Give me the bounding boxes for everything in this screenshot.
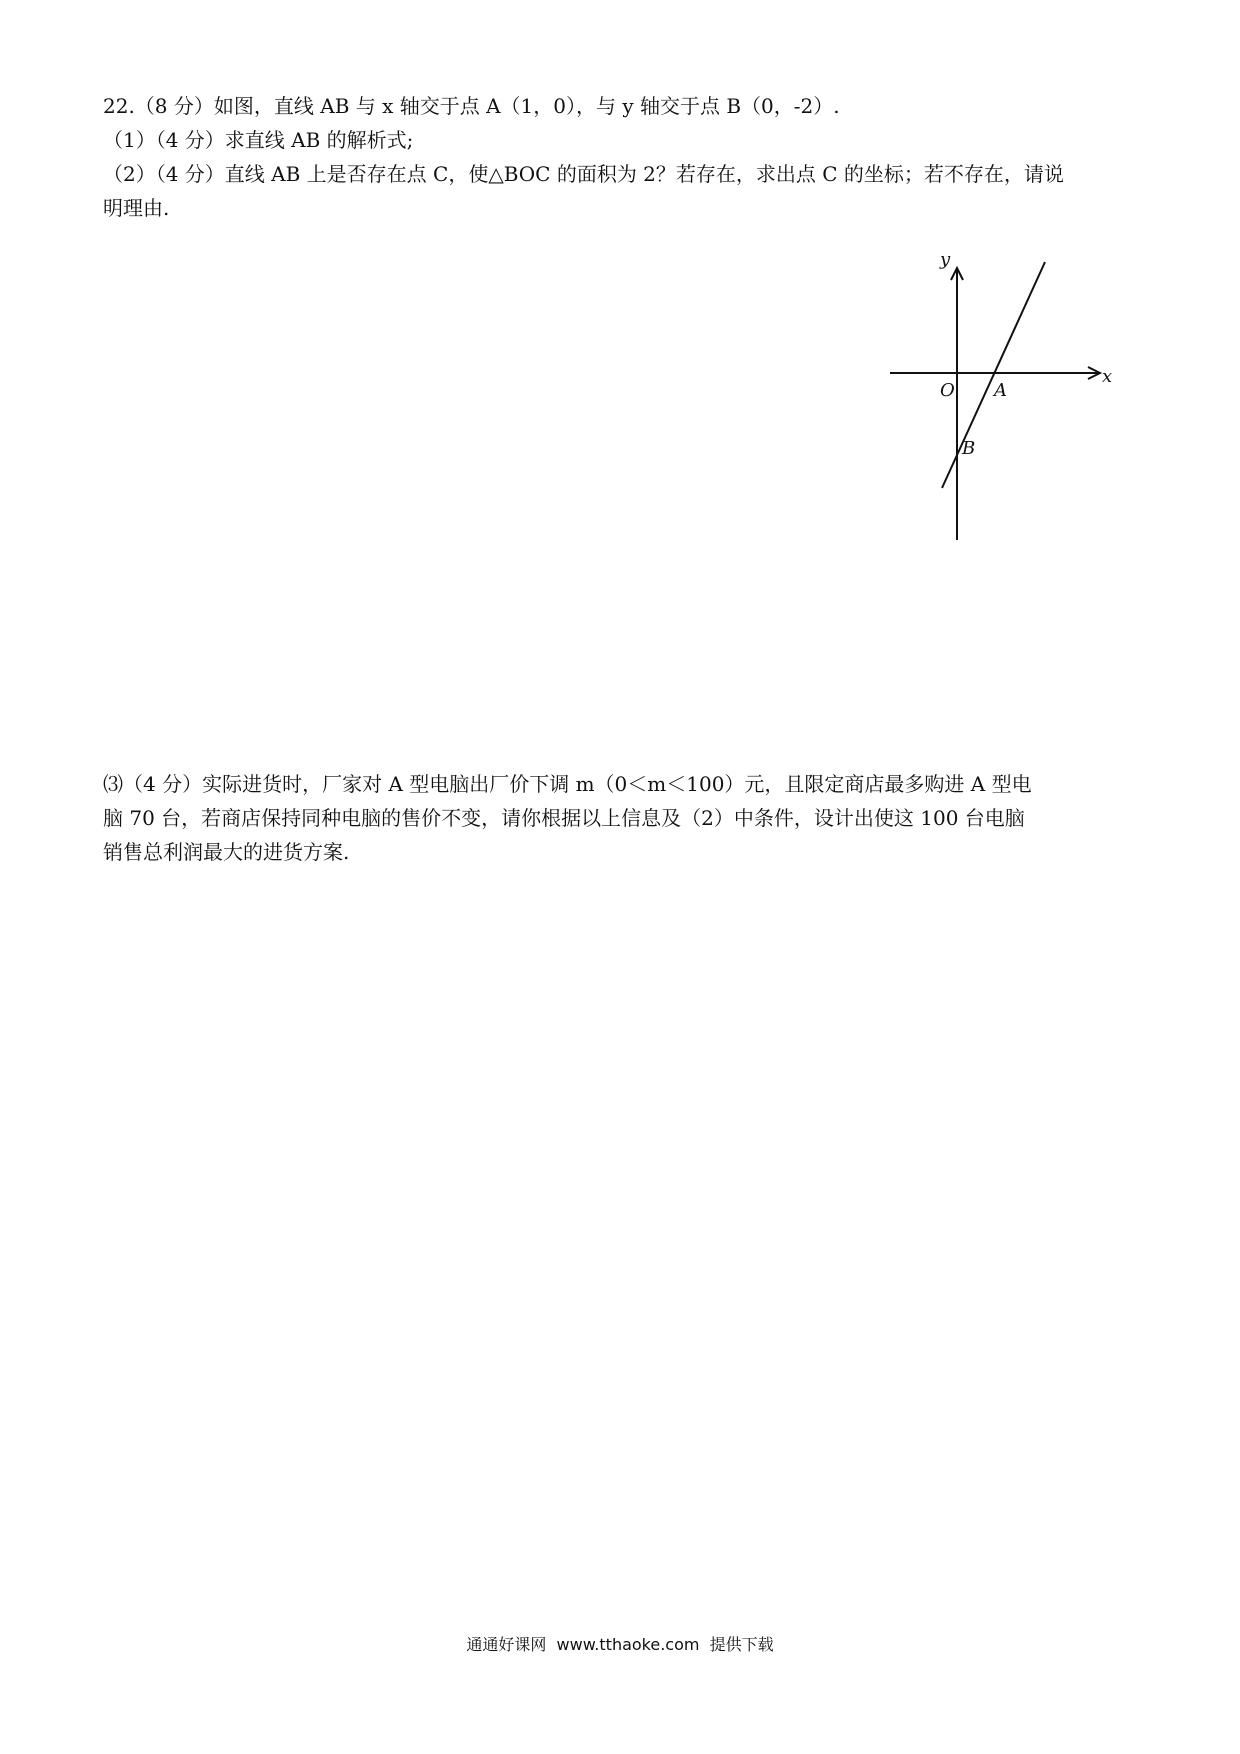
origin-label: O (940, 380, 955, 401)
x-axis-label: x (1102, 366, 1113, 387)
question-22-part-1: （1）（4 分）求直线 AB 的解析式; (103, 128, 414, 152)
question-22-title: 22.（8 分）如图，直线 AB 与 x 轴交于点 A（1，0），与 y 轴交于点 B（0，-2）. (103, 94, 840, 118)
question-3-line-1: ⑶（4 分）实际进货时，厂家对 A 型电脑出厂价下调 m（0＜m＜100）元，且限定商店最多购进 A 型电 (103, 772, 1032, 796)
question-22-part-2-line-1: （2）（4 分）直线 AB 上是否存在点 C，使△BOC 的面积为 2？若存在，求出点 C 的坐标；若不存在，请说 (103, 162, 1064, 186)
y-axis-label: y (940, 249, 951, 270)
point-b-label: B (962, 438, 976, 459)
question-3-line-2: 脑 70 台，若商店保持同种电脑的售价不变，请你根据以上信息及（2）中条件，设计出使这 100 台电脑 (103, 806, 1025, 830)
point-a-label: A (994, 380, 1007, 401)
coordinate-figure (860, 220, 1140, 560)
question-3-line-3: 销售总利润最大的进货方案. (103, 840, 350, 864)
footer-source: 通通好课网 www.tthaoke.com 提供下载 (466, 1635, 774, 1654)
question-22-part-2-line-2: 明理由. (103, 196, 170, 220)
coordinate-diagram (860, 220, 1140, 560)
